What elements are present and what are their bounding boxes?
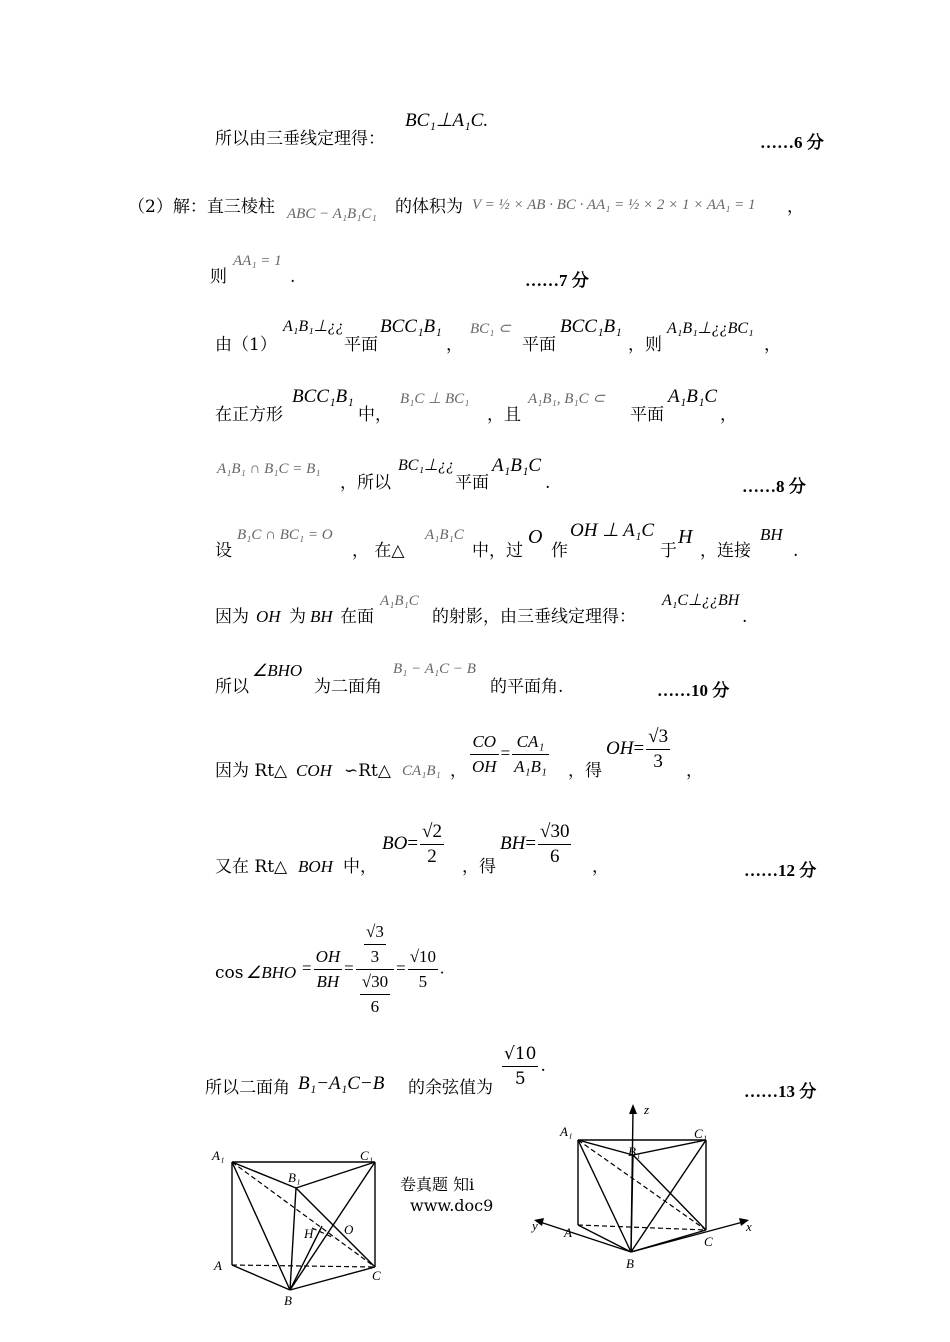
eq-bh: BH= $\frac{√30}{6}$ [500, 821, 570, 867]
text-because-rt: 因为 Rt△ [215, 761, 288, 781]
comma: ， [686, 761, 703, 781]
text-get: ，得 [568, 761, 602, 781]
numerator: √3 [364, 920, 386, 945]
label-z: z [644, 1102, 650, 1117]
denominator: 3 [653, 751, 663, 772]
text-so-dihedral: 所以二面角 [205, 1078, 290, 1098]
math-coh: COH [296, 761, 332, 780]
score-13: ……13 分 [744, 1082, 817, 1101]
eq-ratio: $\frac{CO}{OH}$ = $\frac{\text{CA₁}}{\text{A₁B₁}}$ [468, 730, 551, 779]
comma: ， [787, 197, 804, 217]
complex-fraction [356, 920, 394, 1019]
comma: ， [720, 405, 737, 425]
label-c: C [704, 1234, 713, 1249]
eq-cos: = $\frac{OH}{BH}$ = $\frac{\frac{√3}{3}}{\frac{√30}{6}}$ = $\frac{√10}{5}$ . [302, 920, 444, 1019]
label-c1: C₁ [360, 1148, 374, 1163]
period: . [290, 267, 296, 287]
fraction [512, 730, 549, 779]
denominator: 2 [427, 846, 437, 867]
comma: ， [592, 857, 609, 877]
denominator: 5 [418, 972, 428, 991]
text-so: 所以 [215, 677, 249, 697]
math-bcc1b1: BCC₁B₁ [292, 386, 354, 407]
text-because: 因为 [215, 607, 249, 627]
denominator: 5 [514, 1069, 526, 1089]
math-a1b1c: A₁B₁C [380, 593, 419, 609]
math-b1c-perp-bc1: B₁C ⊥ BC₁ [400, 391, 470, 407]
math-bc1-perp-a1c: BC₁⊥A₁C. [405, 110, 489, 131]
math-a1b1c: A₁B₁C [668, 386, 718, 407]
math-bc1-subset: BC₁ ⊂ [470, 321, 511, 337]
text-plane-angle: 的平面角. [490, 677, 564, 697]
prism-figure-left [210, 1140, 400, 1310]
label-c: C [372, 1268, 381, 1283]
text-square: 在正方形 [215, 405, 283, 425]
text-plane: 平面 [630, 405, 664, 425]
label-o: O [344, 1222, 354, 1237]
text-line-1 [215, 128, 385, 150]
math-dihedral: B₁ − A₁C − B [393, 661, 476, 677]
math-aa1: AA₁ = 1 [233, 253, 282, 269]
fraction [470, 730, 499, 779]
text-at: 于 [660, 541, 677, 561]
label-b: B [284, 1293, 292, 1308]
text-then: 则 [210, 267, 227, 287]
text-cos: cos [215, 963, 244, 983]
math-intersection: A₁B₁ ∩ B₁C = B₁ [217, 461, 321, 477]
fraction [420, 820, 444, 869]
watermark-line-1: 卷真题 知i [400, 1175, 475, 1194]
text-cosine-value: 的余弦值为 [408, 1078, 493, 1098]
math-a1b1-perp: A₁B₁⊥¿¿ [283, 318, 344, 335]
text: （2）解：直三棱柱 [128, 197, 275, 217]
label-x: x [746, 1219, 752, 1234]
numerator: √30 [538, 820, 571, 845]
text-plane: 平面 [344, 335, 378, 355]
text-plane: 平面 [522, 335, 556, 355]
denominator: 6 [550, 846, 560, 867]
text-make: 作 [551, 541, 568, 561]
numerator: √30 [360, 970, 390, 995]
text-plane: 平面 [455, 473, 489, 493]
label-a: A [214, 1258, 222, 1273]
comma: ， [764, 335, 781, 355]
text-then: ，则 [628, 335, 662, 355]
fraction [360, 970, 390, 1019]
text-line-2 [128, 196, 275, 218]
numerator [356, 920, 394, 970]
math-prism: ABC − A₁B₁C₁ [287, 206, 377, 222]
text-let: 设 [215, 541, 232, 561]
text-and: ，且 [487, 405, 521, 425]
text-connect: ，连接 [700, 541, 751, 561]
fraction [646, 725, 670, 774]
math-oh: OH [256, 607, 281, 626]
period: . [793, 541, 799, 561]
label-a1: A₁ [560, 1124, 573, 1139]
math-o-def: B₁C ∩ BC₁ = O [237, 527, 333, 543]
text-so: ，所以 [340, 473, 391, 493]
text-on-face: 在面 [340, 607, 374, 627]
text-in: 中， [358, 405, 392, 425]
label-c1: C₁ [694, 1126, 708, 1141]
math-bh: BH [310, 607, 333, 626]
score-7: ……7 分 [525, 271, 589, 290]
numerator: √2 [420, 820, 444, 845]
label-h: H [304, 1226, 314, 1241]
fraction [538, 820, 571, 869]
label-y: y [532, 1218, 538, 1233]
math-dihedral: B₁−A₁C−B [298, 1073, 385, 1094]
math-a1b1c: A₁B₁C [425, 527, 464, 543]
text: 所以由三垂线定理得： [215, 129, 385, 149]
eq-result: $\frac{√10}{5}$ . [504, 1044, 546, 1089]
math-oh-perp-a1c: OH ⊥ A₁C [570, 520, 655, 541]
math-bcc1b1: BCC₁B₁ [380, 316, 442, 337]
math-bh: BH [760, 525, 783, 544]
label-a1: A₁ [212, 1148, 225, 1163]
fraction [314, 945, 343, 994]
label-b: B [626, 1256, 634, 1271]
eq-bo: BO= $\frac{√2}{2}$ [382, 821, 442, 867]
math-angle-bho: ∠BHO [246, 963, 297, 982]
denominator: BH [316, 972, 340, 991]
watermark-line-2: www.doc9 [410, 1196, 494, 1215]
period: . [742, 607, 748, 627]
label-a: A [564, 1225, 572, 1240]
denominator: OH [472, 757, 497, 776]
eq-oh: OH= $\frac{√3}{3}$ [606, 726, 669, 772]
denominator: A₁B₁ [514, 757, 547, 776]
math-a1c-perp-bh: A₁C⊥¿¿BH [662, 592, 740, 609]
prism-figure-right [528, 1100, 758, 1280]
denominator: 3 [370, 947, 380, 966]
numerator: OH [314, 945, 343, 970]
math-o: O [528, 526, 543, 548]
score-12: ……12 分 [744, 861, 817, 880]
text-is: 为 [289, 607, 306, 627]
math-ca1b1: CA₁B₁ [402, 763, 441, 779]
fraction [364, 920, 386, 969]
label-b1: B₁ [288, 1170, 301, 1185]
numerator: √10 [408, 945, 438, 970]
text-by1: 由（1） [215, 335, 277, 355]
period: . [545, 473, 551, 493]
comma: ， [450, 761, 467, 781]
math-volume: V = ½ × AB · BC · AA₁ = ½ × 2 × 1 × AA₁ = 1 [472, 197, 756, 213]
text-in: 中， [343, 857, 377, 877]
numerator: CO [470, 730, 499, 755]
math-a1b1-b1c-subset: A₁B₁, B₁C ⊂ [528, 391, 605, 407]
math-h: H [678, 526, 693, 548]
math-boh: BOH [298, 857, 333, 876]
score-8: ……8 分 [742, 477, 806, 496]
fraction [502, 1042, 538, 1091]
denominator: 6 [370, 997, 380, 1016]
math-a1b1c: A₁B₁C [492, 455, 542, 476]
math-angle-bho: ∠BHO [252, 661, 303, 680]
math-a1b1-perp-bc1: A₁B₁⊥¿¿BC₁ [667, 320, 754, 337]
comma: ， [446, 335, 463, 355]
label-b1: B₁ [628, 1144, 641, 1159]
score-6: ……6 分 [760, 133, 824, 152]
math-bcc1b1: BCC₁B₁ [560, 316, 622, 337]
text-volume: 的体积为 [395, 197, 463, 217]
denominator [356, 970, 394, 1019]
fraction [408, 945, 438, 994]
text-also-rt: 又在 Rt△ [215, 857, 288, 877]
text-in-triangle: ， 在△ [352, 541, 405, 561]
text-projection: 的射影，由三垂线定理得： [432, 607, 636, 627]
math-bc1-perp: BC₁⊥¿¿ [398, 457, 454, 474]
text-dihedral: 为二面角 [314, 677, 382, 697]
numerator: √10 [502, 1042, 538, 1067]
score-10: ……10 分 [657, 681, 730, 700]
text-through: 中，过 [472, 541, 523, 561]
text-get: ，得 [462, 857, 496, 877]
text-similar: ∽Rt△ [344, 761, 391, 781]
numerator: √3 [646, 725, 670, 750]
numerator: CA₁ [512, 730, 549, 755]
